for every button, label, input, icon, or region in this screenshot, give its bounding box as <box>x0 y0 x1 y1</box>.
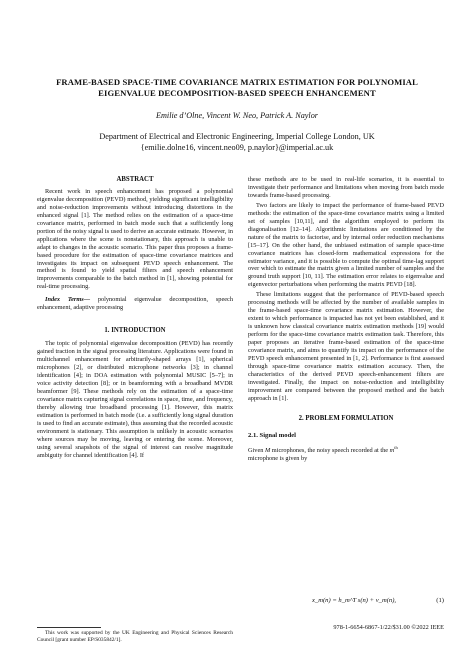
footnote-divider <box>37 627 101 628</box>
affiliation <box>0 131 474 153</box>
abstract-text: Recent work in speech enhancement has proposed a polynomial eigenvalue decomposition (PEVD) method, yielding significant intelligibility and noise-reduction improvements without introducing distortions in the enhanced signal [1]. The method relies on the estimation of a space-time covariance matrix, performed in batch mode such that a sufficiently long portion of the noisy signal is used to derive an accurate estimate. However, in applications where the scene is nonstationary, this approach is unable to adapt to changes in the acoustic scenario. This paper thus proposes a frame-based procedure for the estimation of space-time covariance matrices and investigates its impact on subsequent PEVD speech enhancement. The method is found to yield spatial filters and speech enhancement improvements comparable to the batch method in [1], showing potential for real-time processing. <box>37 187 233 291</box>
index-terms <box>37 296 233 312</box>
abstract-heading: ABSTRACT <box>116 176 154 183</box>
signal-model-text-c: microphone is given by <box>248 454 308 462</box>
right-column <box>248 176 444 463</box>
equation-body: x_m(n) = h_m^T s(n) + v_m(n), <box>312 597 397 604</box>
introduction-text: The topic of polynomial eigenvalue decomposition (PEVD) has recently gained traction in the signal processing literature. Applications were found in multichannel enhancement for arbitrarily-shaped arrays [1], spherical microphones [2], or distributed microphone networks [3]; in channel identification [4]; in DOA estimation with polynomial MUSIC [5–7]; in voice activity detection [8]; or in beamforming with a broadband MVDR beamformer [9]. These methods rely on the estimation of a space-time covariance matrix capturing signal correlations in space, time, and frequency, thereby allowing true broadband processing [1]. However, this matrix estimation is performed in batch mode (i.e. a sufficiently long signal duration is used to find an accurate estimate), thus assuming that the recorded acoustic environment is stationary. This assumption is unlikely in acoustic scenarios where sources may be moving, leaving or entering the scene. Moreover, using several snapshots of the signal of interest can resolve magnitude ambiguity for channel identification [4]. If <box>37 340 233 459</box>
copyright-notice: 978-1-6654-6867-1/22/$31.00 ©2022 IEEE <box>333 624 444 631</box>
symbol-m: m <box>389 446 395 454</box>
index-terms-text: polynomial eigenvalue decomposition, speech enhancement, adaptive processing <box>37 296 233 312</box>
affiliation-line-1: Department of Electrical and Electronic Engineering, Imperial College London, UK <box>99 132 375 141</box>
index-terms-label: Index Terms— <box>45 296 91 304</box>
introduction-heading: 1. INTRODUCTION <box>104 327 166 335</box>
funding-footnote: This work was supported by the UK Engineering and Physical Sciences Research Council [grant number EP/S035842/1]. <box>37 630 233 643</box>
left-column <box>37 176 233 460</box>
signal-model-text-a: Given <box>248 446 265 454</box>
symbol-th: th <box>394 444 398 450</box>
problem-formulation-heading: 2. PROBLEM FORMULATION <box>298 414 394 422</box>
equation-number: (1) <box>436 597 444 604</box>
right-paragraph-2: Two factors are likely to impact the performance of frame-based PEVD methods: the estimation of the space-time covariance matrix using a limited set of samples [10,11], and the algorithm employed to perform its diagonalisation [12–14]. Algorithmic limitations are conditioned by the nature of the matrix to factorise, and by internal order reduction mechanisms [15–17]. On the other hand, the unbiased estimation of sample space-time covariance matrices has closed-form mathematical expressions for the estimator variance, and it is possible to compute the optimal time-lag support over which to estimate the matrix given a limited number of samples and the ground truth support [10, 11]. The estimation error relates to eigenvalue and eigenvector perturbations when performing the matrix PEVD [18]. <box>248 201 444 289</box>
title-line-2: EIGENVALUE DECOMPOSITION-BASED SPEECH ENHANCEMENT <box>98 88 376 98</box>
title-line-1: FRAME-BASED SPACE-TIME COVARIANCE MATRIX ESTIMATION FOR POLYNOMIAL <box>56 77 418 87</box>
signal-model-text <box>248 444 444 463</box>
author-list: Emilie d’Olne, Vincent W. Neo, Patrick A. Naylor <box>156 111 318 120</box>
symbol-M: M <box>264 446 271 454</box>
affiliation-emails: {emilie.dolne16, vincent.neo09, p.naylor}@imperial.ac.uk <box>140 143 334 152</box>
signal-model-heading: 2.1. Signal model <box>248 431 296 439</box>
signal-model-text-b: microphones, the noisy speech recorded at the <box>270 446 390 454</box>
right-paragraph-3: These limitations suggest that the performance of PEVD-based speech processing methods will be affected by the number of available samples in the frame-based space-time covariance matrix estimation. However, the extent to which performance is impacted has not yet been established, and it is unknown how classical covariance matrix estimation methods [19] would perform for the space-time covariance matrix estimation task. Therefore, this paper proposes an iterative frame-based estimation of the space-time covariance matrix, and aims to quantify its impact on the performance of the PEVD speech enhancement presented in [1, 2]. Performance is first assessed through space-time covariance matrix estimation accuracy. Then, the characteristics of the derived PEVD speech-enhancement filters are investigated. Finally, the impact on noise-reduction and intelligibility improvement are compared between the proposed method and the batch approach in [1]. <box>248 291 444 402</box>
paper-title <box>0 77 474 99</box>
right-paragraph-1: these methods are to be used in real-life scenarios, it is essential to investigate their performance and limitations when moving from batch mode towards frame-based processing. <box>248 176 444 199</box>
